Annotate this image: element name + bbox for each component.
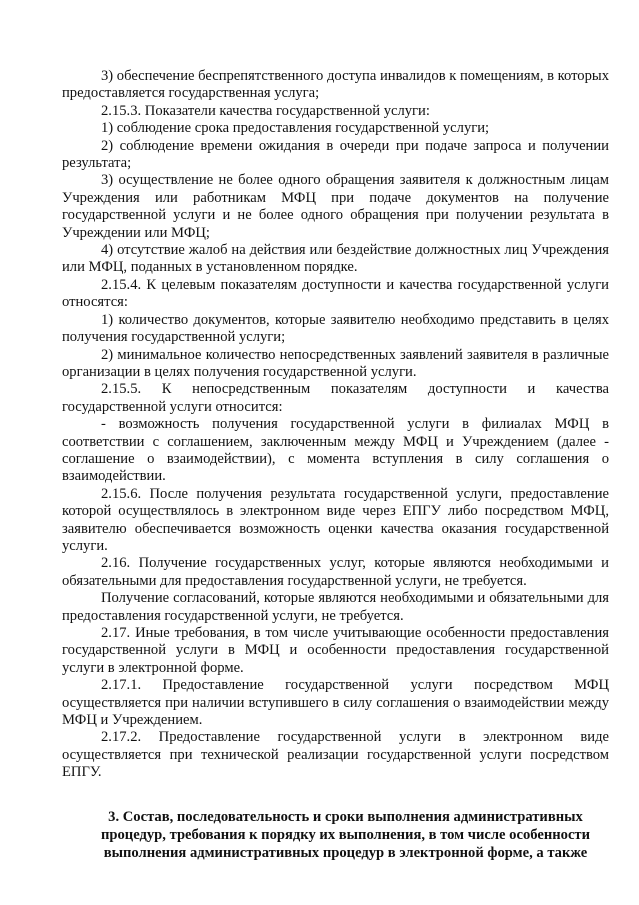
paragraph: 2.17. Иные требования, в том числе учитывающие особенности предоставления государственной услуги в МФЦ и особенности предоставления государственной услуги в электронной форме.: [62, 625, 609, 676]
section-heading-line: выполнения административных процедур в электронной форме, а также: [103, 844, 588, 861]
paragraph: 2.15.4. К целевым показателям доступности и качества государственной услуги относятся:: [62, 276, 609, 311]
paragraph: 2.17.2. Предоставление государственной услуги в электронном виде осуществляется при технической реализации государственной услуги посредством ЕПГУ.: [62, 729, 609, 781]
paragraph: - возможность получения государственной услуги в филиалах МФЦ в соответствии с соглашением, заключенным между МФЦ и Учреждением (далее - соглашение о взаимодействии), с момента вступления в силу соглашения о взаимодействии.: [62, 416, 609, 485]
paragraph: 2.15.6. После получения результата государственной услуги, предоставление которой осуществлялось в электронном виде через ЕПГУ либо посредством МФЦ, заявителю обеспечивается возможность оценки качества оказания государственной услуги.: [62, 485, 609, 554]
paragraph: Получение согласований, которые являются необходимыми и обязательными для предоставления государственной услуги, не требуется.: [62, 590, 609, 624]
paragraph: 3) обеспечение беспрепятственного доступа инвалидов к помещениям, в которых предоставляется государственная услуга;: [62, 68, 609, 102]
paragraph: 1) соблюдение срока предоставления государственной услуги;: [101, 120, 490, 137]
paragraph: 4) отсутствие жалоб на действия или бездействие должностных лиц Учреждения или МФЦ, поданных в установленном порядке.: [62, 242, 609, 276]
section-heading-line: процедур, требования к порядку их выполнения, в том числе особенности: [100, 826, 591, 843]
paragraph: 2) минимальное количество непосредственных заявлений заявителя в различные организации в целях получения государственной услуги.: [62, 346, 609, 380]
paragraph: 3) осуществление не более одного обращения заявителя к должностным лицам Учреждения или работникам МФЦ при подаче документов на получение государственной услуги и не более одного обращения при получении результата в Учреждении или МФЦ;: [62, 172, 609, 241]
paragraph: 2) соблюдение времени ожидания в очереди при подаче запроса и получении результата;: [62, 137, 609, 172]
paragraph: 2.16. Получение государственных услуг, которые являются необходимыми и обязательными для предоставления государственной услуги, не требуется.: [62, 555, 609, 589]
section-heading: [62, 808, 609, 862]
section-heading-line: 3. Состав, последовательность и сроки выполнения административных: [108, 808, 583, 825]
paragraph: 2.15.5. К непосредственным показателям доступности и качества государственной услуги относится:: [62, 381, 609, 415]
paragraph: 1) количество документов, которые заявителю необходимо представить в целях получения государственной услуги;: [62, 311, 609, 346]
paragraph: 2.17.1. Предоставление государственной услуги посредством МФЦ осуществляется при наличии вступившего в силу соглашения о взаимодействии между МФЦ и Учреждением.: [62, 677, 609, 729]
paragraph: 2.15.3. Показатели качества государственной услуги:: [101, 102, 430, 119]
